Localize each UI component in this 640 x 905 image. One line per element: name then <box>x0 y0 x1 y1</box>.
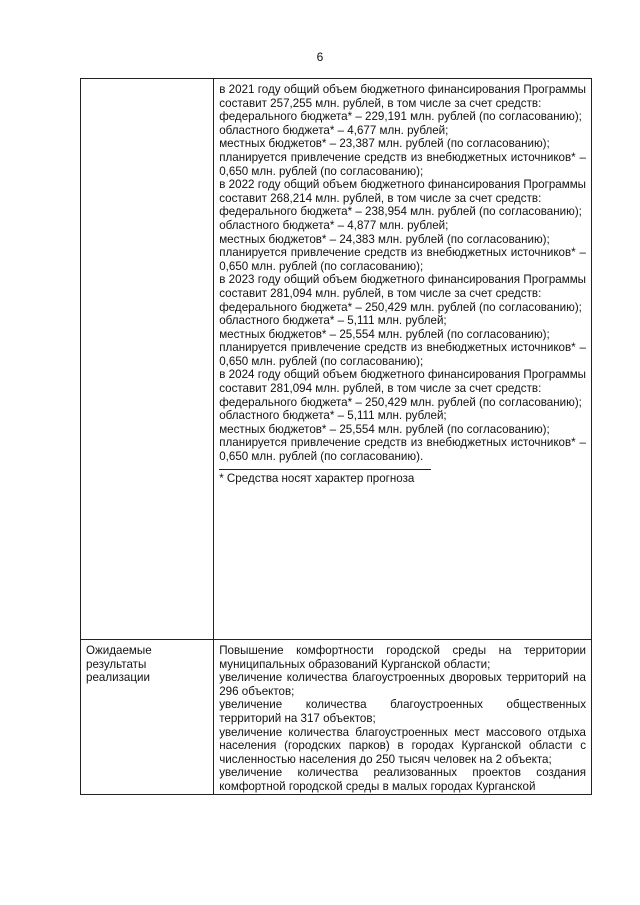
row-content-cell <box>214 79 592 640</box>
paragraph: планируется привлечение средств из внебюджетных источников* – 0,650 млн. рублей (по согласованию); <box>219 246 586 273</box>
paragraph: местных бюджетов* – 24,383 млн. рублей (по согласованию); <box>219 232 550 246</box>
page-number: 6 <box>316 50 324 64</box>
paragraph: планируется привлечение средств из внебюджетных источников* – 0,650 млн. рублей (по согласованию). <box>219 436 586 464</box>
paragraph: областного бюджета* – 5,111 млн. рублей; <box>219 409 447 423</box>
paragraph: планируется привлечение средств из внебюджетных источников* – 0,650 млн. рублей (по согласованию); <box>219 341 586 368</box>
paragraph: местных бюджетов* – 25,554 млн. рублей (по согласованию); <box>219 422 550 436</box>
passport-table <box>80 78 592 795</box>
paragraph: федерального бюджета* – 229,191 млн. рублей (по согласованию); <box>219 110 582 124</box>
paragraph: увеличение количества реализованных проектов создания комфортной городской среды в малых городах Курганской <box>219 766 586 793</box>
paragraph: местных бюджетов* – 25,554 млн. рублей (по согласованию); <box>219 327 550 341</box>
funding-text <box>214 79 591 464</box>
paragraph: федерального бюджета* – 250,429 млн. рублей (по согласованию); <box>219 300 582 314</box>
paragraph: увеличение количества благоустроенных дворовых территорий на 296 объектов; <box>219 671 586 698</box>
row-label-cell <box>81 640 214 795</box>
paragraph: областного бюджета* – 4,877 млн. рублей; <box>219 218 449 232</box>
paragraph: в 2023 году общий объем бюджетного финансирования Программы составит 281,094 млн. рублей, в том числе за счет средств: <box>219 273 586 300</box>
footnote: * Средства носят характер прогноза <box>219 471 415 485</box>
paragraph: областного бюджета* – 4,677 млн. рублей; <box>219 123 449 137</box>
paragraph: Повышение комфортности городской среды на территории муниципальных образований Курганской области; <box>219 644 586 671</box>
paragraph: в 2022 году общий объем бюджетного финансирования Программы составит 268,214 млн. рублей, в том числе за счет средств: <box>219 178 586 205</box>
paragraph: местных бюджетов* – 23,387 млн. рублей (по согласованию); <box>219 137 550 151</box>
paragraph: в 2024 году общий объем бюджетного финансирования Программы составит 281,094 млн. рублей, в том числе за счет средств: <box>219 368 586 396</box>
paragraph: увеличение количества благоустроенных мест массового отдыха населения (городских парков) в городах Курганской области с численностью населения до 250 тысяч человек на 2 объекта; <box>219 725 586 766</box>
paragraph: увеличение количества благоустроенных общественных территорий на 317 объектов; <box>219 698 586 725</box>
row-label: Ожидаемые результаты реализации <box>86 644 152 685</box>
paragraph: планируется привлечение средств из внебюджетных источников* – 0,650 млн. рублей (по согласованию); <box>219 150 586 178</box>
paragraph: федерального бюджета* – 250,429 млн. рублей (по согласованию); <box>219 395 582 409</box>
row-content-cell <box>214 640 592 795</box>
paragraph: федерального бюджета* – 238,954 млн. рублей (по согласованию); <box>219 205 582 219</box>
table-row <box>81 79 592 640</box>
results-text <box>214 640 591 794</box>
paragraph: в 2021 году общий объем бюджетного финансирования Программы составит 257,255 млн. рублей, в том числе за счет средств: <box>219 83 586 110</box>
table-row <box>81 640 592 795</box>
row-label-cell <box>81 79 214 640</box>
paragraph: областного бюджета* – 5,111 млн. рублей; <box>219 314 447 328</box>
row-label <box>81 79 213 87</box>
